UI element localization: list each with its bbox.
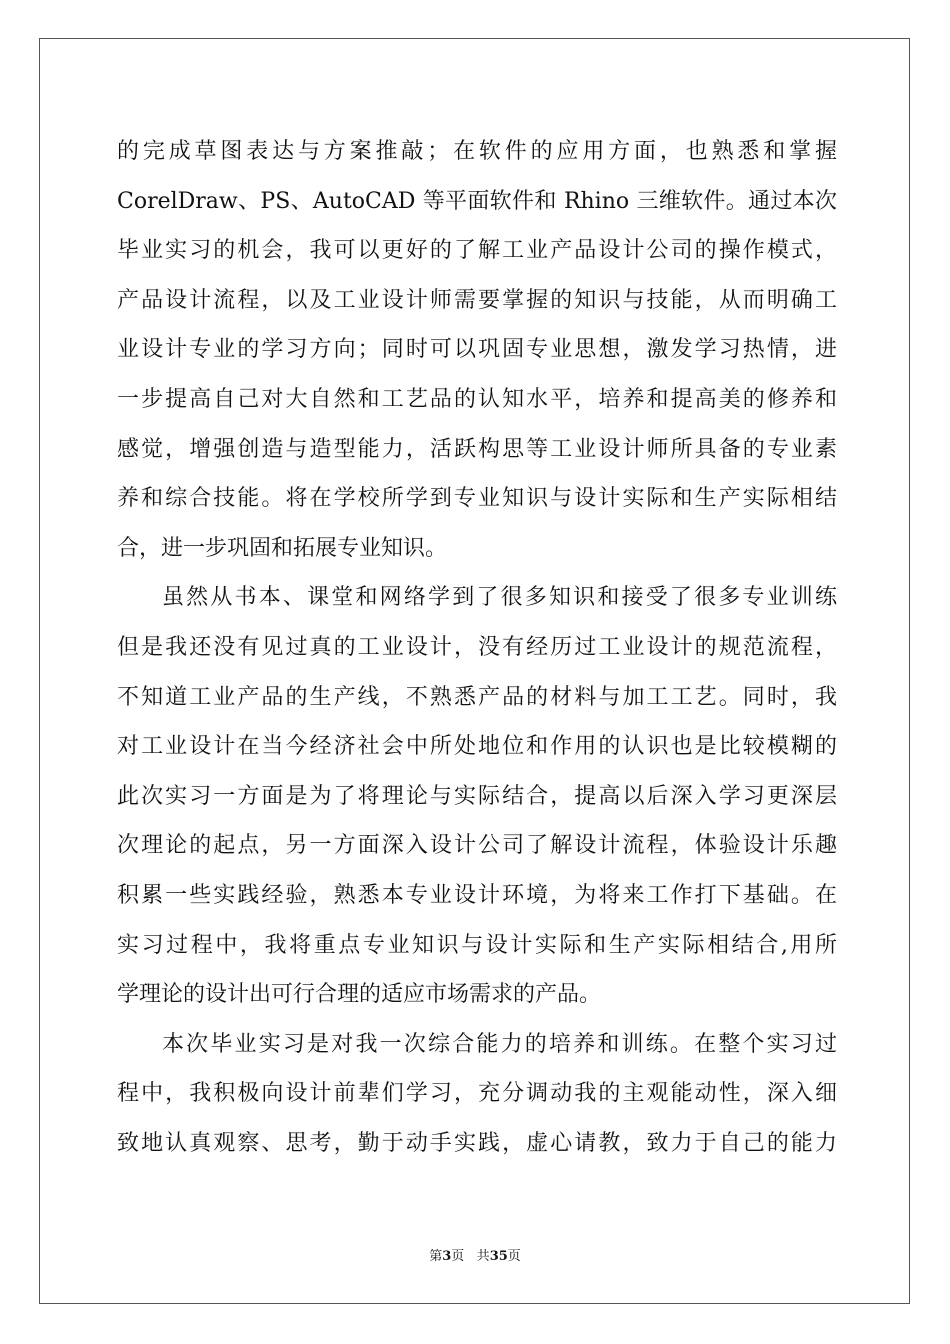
text-line: 学理论的设计出可行合理的适应市场需求的产品。	[117, 982, 602, 1008]
text-line: 感觉，增强创造与造型能力，活跃构思等工业设计师所具备的专业素	[117, 436, 837, 462]
text-line: 实习过程中，我将重点专业知识与设计实际和生产实际相结合,用所	[117, 932, 837, 958]
document-body	[117, 127, 837, 1168]
text-line: 此次实习一方面是为了将理论与实际结合，提高以后深入学习更深层	[117, 783, 837, 809]
text-line: 一步提高自己对大自然和工艺品的认知水平，培养和提高美的修养和	[117, 386, 837, 412]
text-line: CorelDraw、PS、AutoCAD 等平面软件和 Rhino 三维软件。通过本次	[117, 188, 837, 214]
page-number: 3	[442, 1249, 452, 1264]
text-line: 养和综合技能。将在学校所学到专业知识与设计实际和生产实际相结	[117, 486, 837, 512]
text-line: 对工业设计在当今经济社会中所处地位和作用的认识也是比较模糊的	[117, 734, 837, 760]
text-line: 不知道工业产品的生产线，不熟悉产品的材料与加工工艺。同时，我	[117, 684, 837, 710]
page-prefix: 第	[429, 1249, 443, 1264]
text-line: 合，进一步巩固和拓展专业知识。	[117, 535, 448, 561]
text-line: 本次毕业实习是对我一次综合能力的培养和训练。在整个实习过	[162, 1031, 837, 1057]
total-suffix: 页	[507, 1249, 521, 1264]
text-line: 业设计专业的学习方向；同时可以巩固专业思想，激发学习热情，进	[117, 337, 837, 363]
total-pages: 35	[489, 1249, 508, 1264]
text-line: 程中，我积极向设计前辈们学习，充分调动我的主观能动性，深入细	[117, 1081, 837, 1107]
page-footer	[0, 1245, 950, 1264]
text-line: 产品设计流程，以及工业设计师需要掌握的知识与技能，从而明确工	[117, 287, 837, 313]
text-line: 毕业实习的机会，我可以更好的了解工业产品设计公司的操作模式，	[117, 238, 837, 264]
text-line: 虽然从书本、课堂和网络学到了很多知识和接受了很多专业训练	[162, 585, 837, 611]
text-line: 次理论的起点，另一方面深入设计公司了解设计流程，体验设计乐趣	[117, 833, 837, 859]
page-suffix: 页	[451, 1249, 465, 1264]
total-prefix: 共	[476, 1249, 490, 1264]
text-line: 但是我还没有见过真的工业设计，没有经历过工业设计的规范流程，	[117, 634, 837, 660]
text-line: 的完成草图表达与方案推敲；在软件的应用方面，也熟悉和掌握	[117, 139, 837, 164]
text-line: 积累一些实践经验，熟悉本专业设计环境，为将来工作打下基础。在	[117, 882, 837, 908]
text-line: 致地认真观察、思考，勤于动手实践，虚心请教，致力于自己的能力	[117, 1130, 837, 1156]
